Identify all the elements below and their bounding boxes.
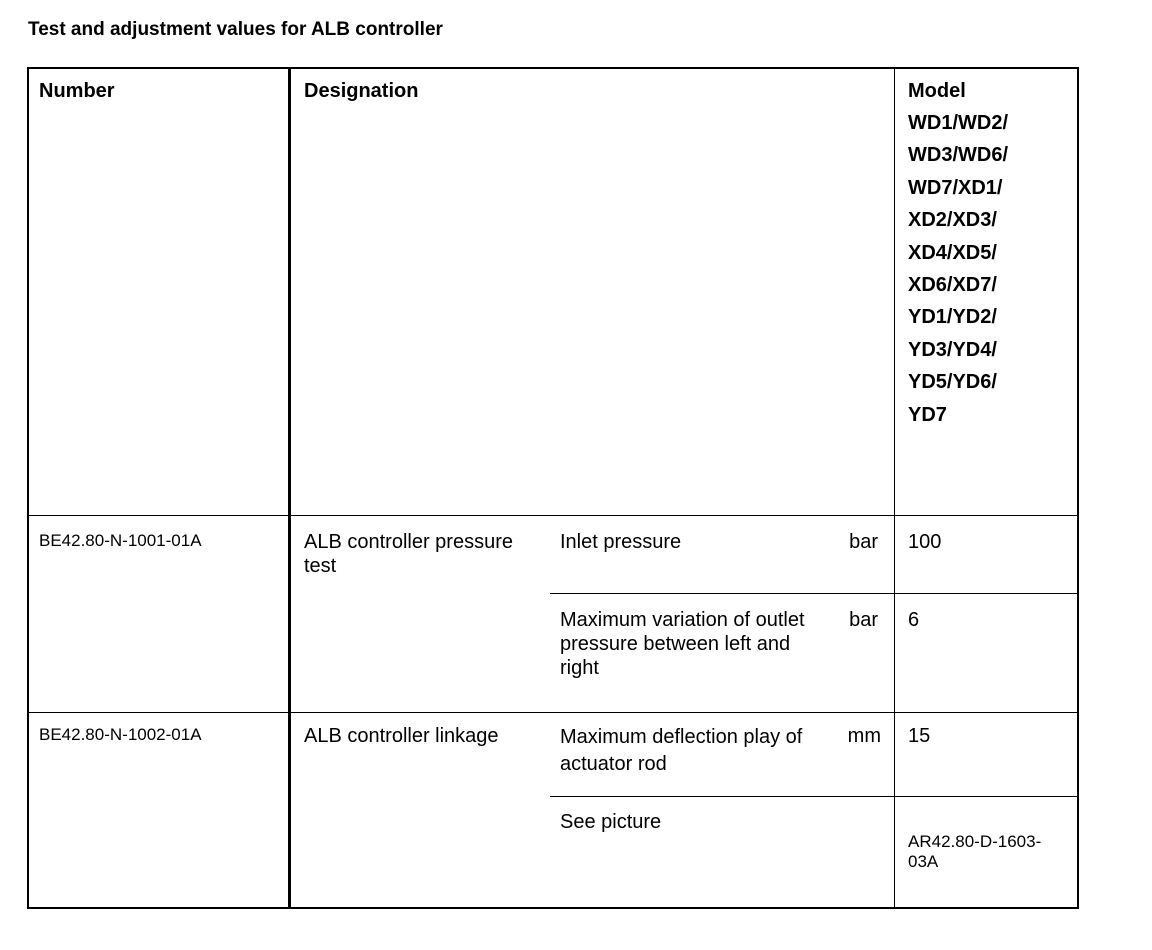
picture-reference: AR42.80-D-1603-03A [908, 832, 1042, 871]
item-value: 15 [908, 725, 931, 747]
item-unit: bar [849, 609, 878, 631]
column-divider [288, 68, 291, 908]
item-unit: mm [847, 725, 881, 747]
item-value: 6 [908, 609, 920, 631]
model-list [908, 107, 1008, 431]
model-item: YD7 [908, 403, 947, 426]
header-designation: Designation [304, 80, 419, 102]
model-item: YD3/YD4/ [908, 338, 997, 361]
column-divider [894, 68, 895, 908]
sub-row-divider [550, 593, 1078, 594]
item-label: Inlet pressure [560, 531, 682, 553]
item-label: Maximum deflection play of actuator rod [560, 726, 803, 775]
header-number: Number [39, 80, 115, 102]
page-title: Test and adjustment values for ALB controller [28, 19, 443, 40]
model-item: WD1/WD2/ [908, 112, 1008, 134]
model-item: YD5/YD6/ [908, 371, 997, 394]
header-model: Model [908, 80, 966, 102]
row-divider [28, 515, 1078, 516]
row-number: BE42.80-N-1001-01A [39, 531, 202, 550]
model-item: WD3/WD6/ [908, 144, 1008, 167]
item-value: 100 [908, 531, 942, 553]
item-label: See picture [560, 811, 662, 833]
model-item: XD4/XD5/ [908, 241, 997, 264]
model-item: XD2/XD3/ [908, 209, 997, 232]
row-number: BE42.80-N-1002-01A [39, 725, 202, 744]
model-item: WD7/XD1/ [908, 176, 1003, 199]
item-label: Maximum variation of outlet pressure between left and right [560, 609, 805, 679]
row-designation: ALB controller pressure test [304, 531, 513, 577]
model-item: XD6/XD7/ [908, 274, 997, 297]
item-unit: bar [849, 531, 878, 553]
model-item: YD1/YD2/ [908, 306, 997, 329]
row-designation: ALB controller linkage [304, 725, 499, 747]
sub-row-divider [550, 796, 1078, 797]
row-divider [28, 712, 1078, 713]
